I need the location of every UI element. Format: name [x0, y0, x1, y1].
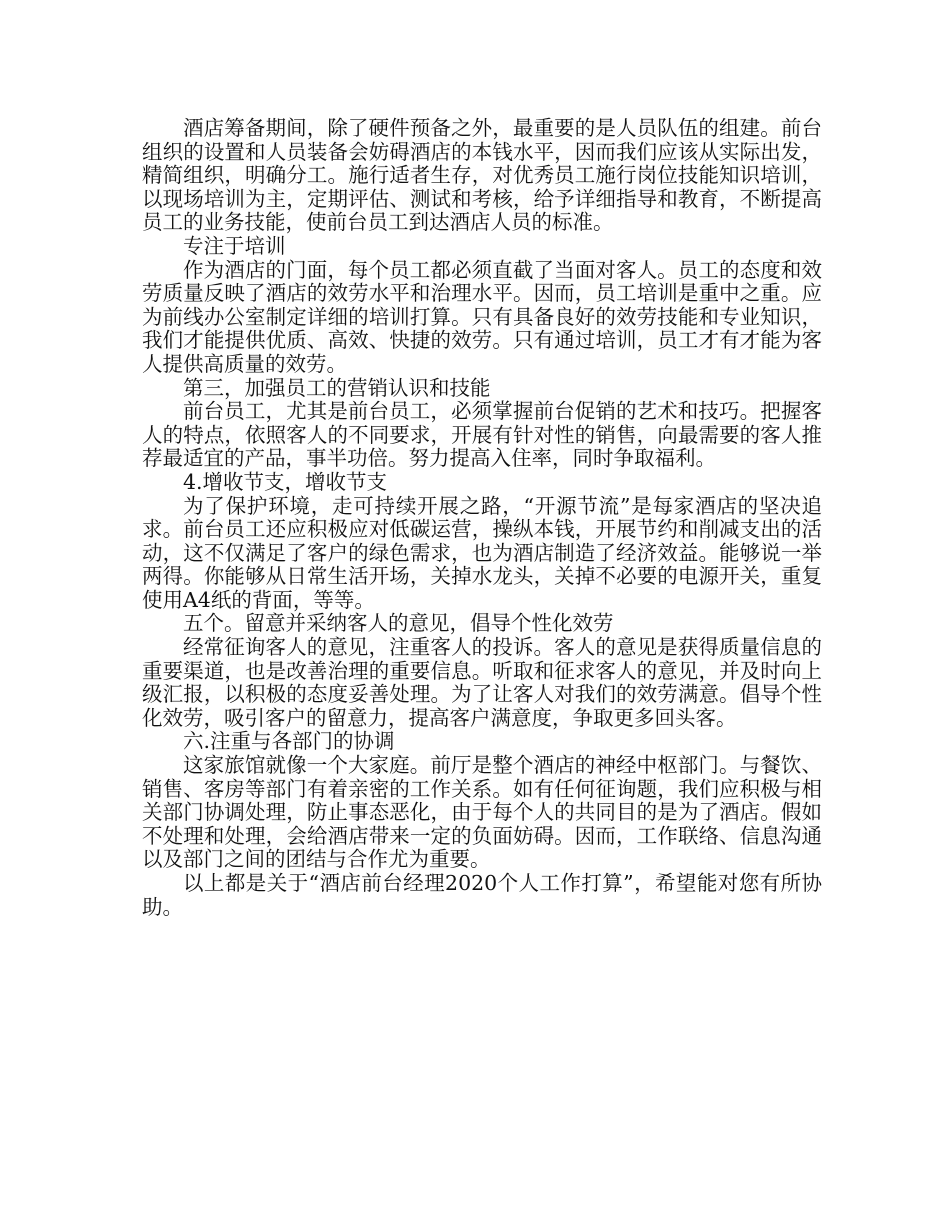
- heading-coordination: 六.注重与各部门的协调: [183, 729, 395, 754]
- paragraph-coordination: 这家旅馆就像一个大家庭。前厅是整个酒店的神经中枢部门。与餐饮、销售、客房等部门有着亲密的工作关系。如有任何征询题，我们应积极与相关部门协调处理，防止事态恶化，由于每个人的共同目的是为了酒店。假如不处理和处理，会给酒店带来一定的负面妨碍。因而，工作联络、信息沟通以及部门之间的团结与合作尤为重要。: [142, 753, 822, 872]
- paragraph-marketing: 前台员工，尤其是前台员工，必须掌握前台促销的艺术和技巧。把握客人的特点，依照客人的不同要求，开展有针对性的销售，向最需要的客人推荐最适宜的产品，事半功倍。努力提高入住率，同时争取福利。: [142, 399, 822, 471]
- paragraph-intro: 酒店筹备期间，除了硬件预备之外，最重要的是人员队伍的组建。前台组织的设置和人员装备会妨碍酒店的本钱水平，因而我们应该从实际出发，精简组织，明确分工。施行适者生存，对优秀员工施行岗位技能知识培训，以现场培训为主，定期评估、测试和考核，给予详细指导和教育，不断提高员工的业务技能，使前台员工到达酒店人员的标准。: [142, 116, 822, 235]
- paragraph-conclusion: 以上都是关于“酒店前台经理2020个人工作打算”，希望能对您有所协助。: [142, 871, 822, 919]
- heading-cost-saving: 4.增收节支，增收节支: [183, 469, 388, 494]
- heading-guest-feedback: 五个。留意并采纳客人的意见，倡导个性化效劳: [183, 611, 614, 636]
- paragraph-training: 作为酒店的门面，每个员工都必须直截了当面对客人。员工的态度和效劳质量反映了酒店的效劳水平和治理水平。因而，员工培训是重中之重。应为前线办公室制定详细的培训打算。只有具备良好的效劳技能和专业知识，我们才能提供优质、高效、快捷的效劳。只有通过培训，员工才有才能为客人提供高质量的效劳。: [142, 257, 822, 376]
- heading-marketing: 第三，加强员工的营销认识和技能: [183, 375, 491, 400]
- document-body: [142, 117, 822, 919]
- paragraph-guest-feedback: 经常征询客人的意见，注重客人的投诉。客人的意见是获得质量信息的重要渠道，也是改善治理的重要信息。听取和征求客人的意见，并及时向上级汇报，以积极的态度妥善处理。为了让客人对我们的效劳满意。倡导个性化效劳，吸引客户的留意力，提高客户满意度，争取更多回头客。: [142, 635, 822, 730]
- paragraph-cost-saving: 为了保护环境，走可持续开展之路，“开源节流”是每家酒店的坚决追求。前台员工还应积极应对低碳运营，操纵本钱，开展节约和削减支出的活动，这不仅满足了客户的绿色需求，也为酒店制造了经济效益。能够说一举两得。你能够从日常生活开场，关掉水龙头，关掉不必要的电源开关，重复使用A4纸的背面，等等。: [142, 493, 822, 612]
- heading-training: 专注于培训: [183, 233, 286, 258]
